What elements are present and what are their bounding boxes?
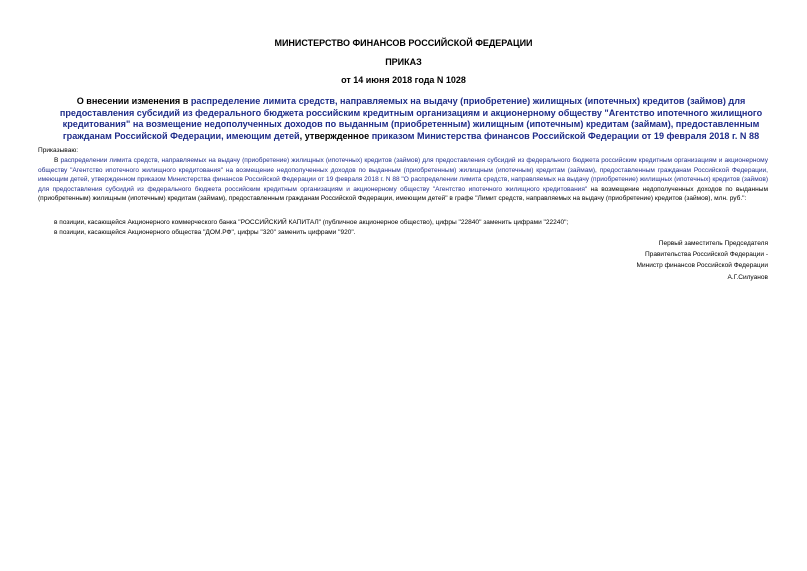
list-item-capital: в позиции, касающейся Акционерного коммерческого банка "РОССИЙСКИЙ КАПИТАЛ" (публичное акционерное общество), цифры "22840" заменить цифрами "22240"; [54, 219, 569, 226]
date-number-heading: от 14 июня 2018 года N 1028 [341, 75, 466, 85]
main-paragraph [38, 156, 768, 204]
orders-label: Приказываю: [38, 147, 79, 154]
title-link-distribution[interactable]: распределение лимита средств, направляемых на выдачу (приобретение) жилищных (ипотечных) кредитов (займов) для предоставления субсидий из федерального бюджета российским кредитным организациям и акционерному обществу "Агентство ипотечного жилищного кредитования" на возмещение недополученных доходов по выданным (приобретенным) жилищным (ипотечным) кредитам (займам), предоставленным гражданам Российской Федерации, имеющим детей [59, 96, 763, 141]
ministry-heading: МИНИСТЕРСТВО ФИНАНСОВ РОССИЙСКОЙ ФЕДЕРАЦИИ [274, 38, 533, 48]
paragraph-link-distribution[interactable]: распределении лимита средств, направляемых на выдачу (приобретение) жилищных (ипотечных) кредитов (займов) для предоставления субсидий из федерального бюджета российским кредитным организациям и акционерному обществу "Агентство ипотечного жилищного кредитования" на возмещение недополученных доходов по выданным (приобретенным) жилищным (ипотечным) кредитам (займам), предоставленным гражданам Российской Федерации, имеющим детей, утвержденном приказом Министерства финансов Российской Федерации от 19 февраля 2018 г. N 88 "О распределении лимита средств, направляемых на выдачу (приобретение) жилищных (ипотечных) кредитов (займов) для предоставления субсидий из федерального бюджета российским кредитным организациям и акционерному обществу "Агентство ипотечного жилищного кредитования" [38, 157, 768, 193]
signature-line-2: Правительства Российской Федерации - [644, 251, 768, 259]
signature-line-3: Министр финансов Российской Федерации [636, 262, 768, 270]
paragraph-intro: В [54, 157, 61, 164]
title-link-order[interactable]: приказом Министерства финансов Российской Федерации от 19 февраля 2018 г. N 88 [371, 130, 760, 141]
document-title [52, 96, 770, 142]
signature-name: А.Г.Силуанов [727, 273, 768, 281]
signature-line-1: Первый заместитель Председателя [658, 240, 768, 247]
paragraph-rest: на возмещение недополученных доходов по выданным (приобретенным) жилищным (ипотечным) кредитам (займам), предоставленным гражданам Российской Федерации, имеющим детей" в графе "Лимит средств, направляемых на выдачу (приобретение) кредитов (займов), млн. руб.": [38, 185, 768, 203]
signature-block [636, 238, 768, 283]
doc-type-heading: ПРИКАЗ [385, 57, 422, 67]
title-prefix: О внесении изменения в [76, 96, 191, 106]
title-middle: , утвержденное [299, 130, 372, 141]
list-item-domrf: в позиции, касающейся Акционерного общества "ДОМ.РФ", цифры "320" заменить цифрами "920". [54, 229, 356, 236]
